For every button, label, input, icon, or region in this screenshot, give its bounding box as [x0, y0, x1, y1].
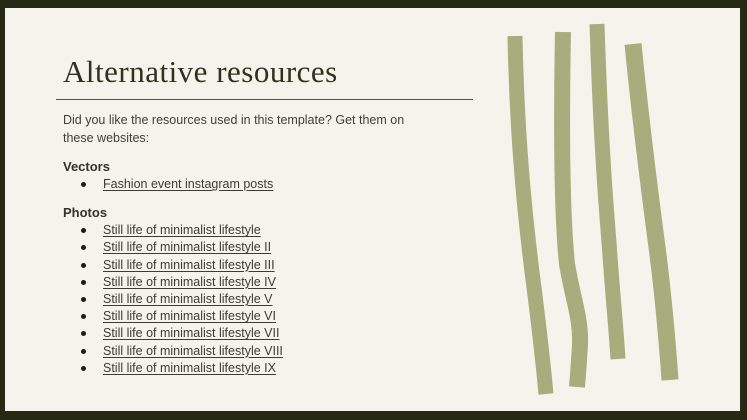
list-item — [63, 308, 493, 325]
bullet-icon — [81, 245, 86, 250]
resource-link[interactable]: Still life of minimalist lifestyle IX — [103, 360, 276, 375]
section-heading-photos: Photos — [63, 205, 108, 221]
slide-content — [63, 54, 493, 377]
photos-link-list — [63, 222, 493, 377]
bullet-icon — [81, 331, 86, 336]
list-item — [63, 325, 493, 342]
intro-text: Did you like the resources used in this template? Get them on these websites: — [63, 113, 405, 145]
resource-link[interactable]: Still life of minimalist lifestyle VIII — [103, 343, 283, 358]
resource-link[interactable]: Still life of minimalist lifestyle II — [103, 240, 272, 255]
resource-link[interactable]: Fashion event instagram posts — [103, 177, 274, 191]
resource-link[interactable]: Still life of minimalist lifestyle VI — [103, 309, 276, 324]
resource-link[interactable]: Still life of minimalist lifestyle V — [103, 292, 273, 307]
vectors-link-list — [63, 176, 493, 193]
resource-link[interactable]: Still life of minimalist lifestyle VII — [103, 326, 280, 341]
bullet-icon — [81, 263, 86, 268]
resource-link[interactable]: Still life of minimalist lifestyle III — [103, 257, 275, 272]
bullet-icon — [81, 182, 86, 187]
list-item — [63, 360, 493, 377]
section-heading-vectors: Vectors — [63, 159, 110, 174]
bullet-icon — [81, 280, 86, 285]
brush-stroke-4 — [633, 44, 670, 380]
bullet-icon — [81, 314, 86, 319]
brush-stroke-2 — [562, 32, 580, 387]
bullet-icon — [81, 228, 86, 233]
title-divider — [56, 99, 473, 100]
list-item — [63, 274, 493, 291]
bullet-icon — [81, 349, 86, 354]
resource-link[interactable]: Still life of minimalist lifestyle IV — [103, 274, 276, 289]
list-item — [63, 222, 493, 239]
brush-stroke-3 — [597, 24, 618, 359]
page-title: Alternative resources — [63, 54, 338, 89]
list-item — [63, 291, 493, 308]
list-item — [63, 239, 493, 256]
list-item — [63, 257, 493, 274]
bullet-icon — [81, 366, 86, 371]
resource-link[interactable]: Still life of minimalist lifestyle — [103, 223, 261, 238]
bullet-icon — [81, 297, 86, 302]
list-item — [63, 176, 493, 193]
list-item — [63, 343, 493, 360]
brush-stroke-1 — [515, 36, 546, 394]
